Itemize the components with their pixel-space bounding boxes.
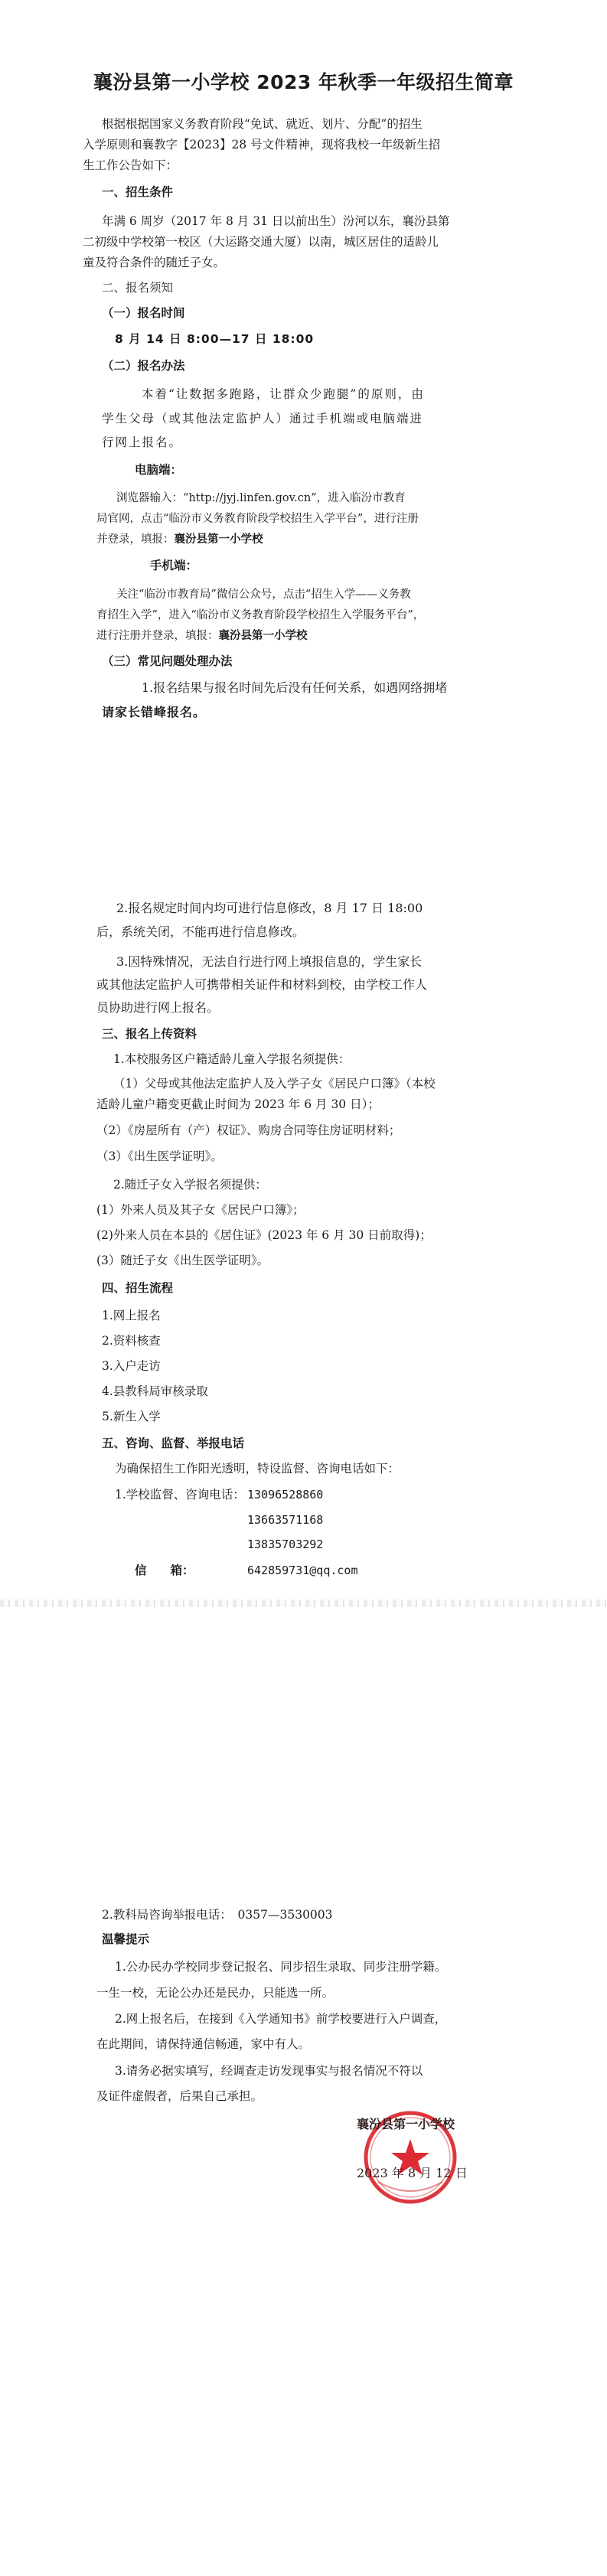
- registration-method-heading: （二）报名办法: [102, 359, 185, 373]
- tip-1-line-2: 一生一校，无论公办还是民办，只能选一所。: [96, 1986, 335, 2000]
- document-page-2: [0, 895, 607, 1140]
- section-4-heading: 四、招生流程: [102, 1281, 174, 1295]
- mobile-label: 手机端：: [150, 559, 198, 572]
- section-3-item-1: 1.本校服务区户籍适龄儿童入学报名须提供：: [113, 1052, 351, 1066]
- section-3-item-2: 2.随迁子女入学报名须提供：: [113, 1178, 267, 1192]
- hotline: 2.教科局咨询举报电话： 0357—3530003: [102, 1908, 333, 1922]
- faq-heading: （三）常见问题处理办法: [102, 654, 233, 668]
- tip-1-line-1: 1.公办民办学校同步登记报名、同步招生录取、同步注册学籍。: [115, 1960, 447, 1974]
- tip-2-line-1: 2.网上报名后，在接到《入学通知书》前学校要进行入户调查，: [115, 2012, 447, 2026]
- method-line-2: 学生父母（或其他法定监护人）通过手机端或电脑端进: [102, 412, 424, 426]
- document-page-1: [0, 0, 607, 827]
- document-page-4: [0, 1902, 607, 2576]
- section-3-item-1-line-4: （3）《出生医学证明》。: [96, 1149, 223, 1163]
- intro-line-3: 生工作公告如下：: [83, 158, 178, 172]
- pc-label: 电脑端：: [135, 463, 183, 477]
- faq-3-line-3: 员协助进行网上报名。: [96, 1000, 220, 1015]
- signature-date: 2023 年 8 月 12 日: [357, 2166, 468, 2180]
- intro-line-1: 根据根据国家义务教育阶段“免试、就近、划片、分配”的招生: [102, 117, 423, 131]
- pc-line-3-text: 并登录，填报：: [96, 533, 175, 546]
- tips-heading: 温馨提示: [102, 1932, 150, 1946]
- section-3-item-2-line-2: (2)外来人员在本县的《居住证》(2023 年 6 月 30 日前取得)；: [96, 1228, 432, 1242]
- section-1-line-2: 二初级中学校第一校区（大运路交通大厦）以南，城区居住的适龄儿: [83, 235, 439, 249]
- faq-3-line-2: 或其他法定监护人可携带相关证件和材料到校，由学校工作人: [96, 977, 428, 992]
- section-2-heading: 二、报名须知: [102, 281, 174, 295]
- intro-line-2: 入学原则和襄教字【2023】28 号文件精神，现将我校一年级新生招: [83, 138, 441, 152]
- page-gap-1: [0, 827, 607, 895]
- flow-step-3: 3.入户走访: [102, 1359, 161, 1373]
- pc-line-2: 局官网，点击“临汾市义务教育阶段学校招生入学平台”，进行注册: [96, 513, 419, 525]
- registration-time: 8 月 14 日 8:00—17 日 18:00: [115, 332, 315, 346]
- pc-line-3: [96, 531, 263, 548]
- faq-1-line-2: 请家长错峰报名。: [102, 705, 207, 719]
- flow-step-5: 5.新生入学: [102, 1410, 161, 1423]
- tip-3-line-2: 及证件虚假者，后果自己承担。: [96, 2089, 263, 2103]
- pc-line-1: 浏览器输入：“http://jyj.linfen.gov.cn”，进入临汾市教育: [116, 492, 406, 504]
- mobile-line-3-text: 进行注册并登录，填报：: [96, 630, 219, 642]
- pc-school-name: 襄汾县第一小学校: [174, 533, 263, 546]
- signature-school: 襄汾县第一小学校: [357, 2117, 455, 2131]
- faq-3-line-1: 3.因特殊情况，无法自行进行网上填报信息的，学生家长: [116, 954, 423, 969]
- method-line-1: 本着“让数据多跑路，让群众少跑腿”的原则，由: [142, 387, 425, 401]
- section-5-heading: 五、咨询、监督、举报电话: [102, 1436, 245, 1450]
- section-3-item-1-line-2: 适龄儿童户籍变更截止时间为 2023 年 6 月 30 日）；: [96, 1097, 380, 1111]
- flow-step-4: 4.县教科局审核录取: [102, 1384, 208, 1398]
- section-3-heading: 三、报名上传资料: [102, 1027, 197, 1041]
- page-title: 襄汾县第一小学校 2023 年秋季一年级招生简章: [93, 71, 514, 93]
- faq-2-line-2: 后，系统关闭，不能再进行信息修改。: [96, 924, 305, 939]
- mobile-line-1: 关注“临汾市教育局”微信公众号，点击“招生入学——义务教: [116, 589, 411, 601]
- faq-2-line-1: 2.报名规定时间内均可进行信息修改，8 月 17 日 18:00: [116, 901, 423, 915]
- method-line-3: 行网上报名。: [102, 435, 183, 449]
- school-phone-label: 1.学校监督、咨询电话：: [115, 1488, 245, 1502]
- mobile-line-3: [96, 628, 308, 644]
- mobile-line-2: 育招生入学”，进入“临汾市义务教育阶段学校招生入学服务平台”，: [96, 609, 425, 621]
- registration-time-heading: （一）报名时间: [102, 306, 185, 320]
- section-3-item-1-line-1: （1）父母或其他法定监护人及入学子女《居民户口簿》（本校: [113, 1077, 436, 1091]
- section-1-line-1: 年满 6 周岁（2017 年 8 月 31 日以前出生）汾河以东，襄汾县第: [102, 214, 450, 228]
- document-page-3: [0, 1140, 607, 1902]
- tip-3-line-1: 3.请务必据实填写，经调查走访发现事实与报名情况不符以: [115, 2064, 423, 2078]
- mobile-school-name: 襄汾县第一小学校: [218, 630, 308, 642]
- section-3-item-1-line-3: （2）《房屋所有（产）权证》、购房合同等住房证明材料；: [96, 1123, 401, 1137]
- flow-step-1: 1.网上报名: [102, 1309, 161, 1322]
- flow-step-2: 2.资料核查: [102, 1334, 161, 1348]
- school-phone-1: 13096528860: [247, 1488, 324, 1502]
- section-1-heading: 一、招生条件: [102, 185, 174, 199]
- mailbox-label: 信 箱：: [135, 1564, 194, 1577]
- school-phone-2: 13663571168: [247, 1513, 324, 1527]
- school-phone-3: 13835703292: [247, 1537, 324, 1551]
- section-3-item-2-line-3: (3）随迁子女《出生医学证明》。: [96, 1254, 269, 1267]
- section-1-line-3: 童及符合条件的随迁子女。: [83, 256, 226, 269]
- scan-edge-artifact: [0, 1599, 607, 1607]
- section-3-item-2-line-1: (1）外来人员及其子女《居民户口簿》；: [96, 1203, 305, 1217]
- tip-2-line-2: 在此期间，请保持通信畅通，家中有人。: [96, 2037, 311, 2051]
- mailbox-address: 642859731@qq.com: [247, 1564, 358, 1577]
- section-5-intro: 为确保招生工作阳光透明，特设监督、咨询电话如下：: [115, 1462, 400, 1475]
- faq-1-line-1: 1.报名结果与报名时间先后没有任何关系，如遇网络拥堵: [142, 680, 448, 695]
